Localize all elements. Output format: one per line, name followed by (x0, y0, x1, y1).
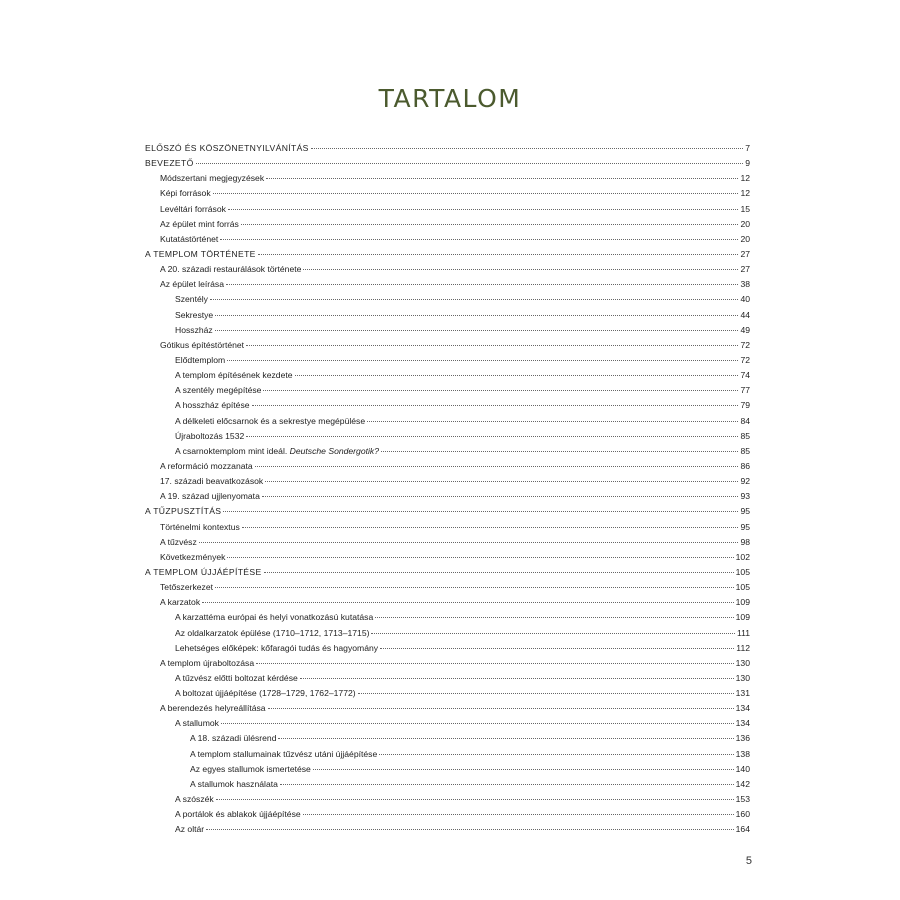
dot-leader (268, 708, 734, 709)
toc-entry (145, 565, 750, 580)
toc-entry-title: A templom építésének kezdete (175, 370, 293, 381)
toc-entry-title: A karzatok (160, 597, 201, 608)
toc-entry-title: Az oltár (175, 824, 205, 835)
toc-entry (145, 292, 750, 307)
dot-leader (216, 799, 734, 800)
toc-entry-page: 38 (740, 279, 750, 290)
dot-leader (381, 451, 738, 452)
toc-entry (145, 277, 750, 292)
dot-leader (280, 784, 734, 785)
dot-leader (246, 436, 738, 437)
dot-leader (258, 254, 739, 255)
toc-entry-title: Következmények (160, 551, 226, 562)
toc-entry-title: 17. századi beavatkozások (160, 476, 264, 487)
dot-leader (256, 663, 734, 664)
page-number: 5 (745, 855, 752, 867)
toc-entry (145, 822, 750, 837)
dot-leader (262, 496, 739, 497)
dot-leader (379, 754, 733, 755)
dot-leader (215, 315, 738, 316)
toc-entry-title: Az egyes stallumok ismertetése (190, 763, 311, 774)
toc-entry-page: 134 (735, 718, 750, 729)
toc-entry-page: 95 (740, 521, 750, 532)
dot-leader (242, 527, 739, 528)
dot-leader (263, 390, 738, 391)
toc-entry-page: 130 (735, 672, 750, 683)
toc-entry-page: 112 (736, 642, 750, 653)
toc-entry (145, 504, 750, 519)
toc-entry (145, 701, 750, 716)
toc-entry (145, 429, 750, 444)
toc-entry (145, 762, 750, 777)
toc-entry-title: Sekrestye (175, 309, 214, 320)
toc-entry-page: 164 (735, 824, 750, 835)
toc-entry (145, 353, 750, 368)
dot-leader (210, 299, 738, 300)
toc-entry-page: 111 (736, 627, 750, 638)
toc-entry (145, 656, 750, 671)
toc-entry (145, 398, 750, 413)
dot-leader (227, 557, 733, 558)
toc-entry-title: A csarnoktemplom mint ideál. Deutsche Sondergotik? (175, 445, 379, 456)
dot-leader (375, 617, 733, 618)
toc-entry-page: 93 (740, 491, 750, 502)
toc-entry-title: A stallumok használata (190, 778, 278, 789)
toc-entry-page: 153 (735, 794, 750, 805)
dot-leader (255, 466, 739, 467)
toc-entry-page: 84 (740, 415, 750, 426)
toc-entry (145, 580, 750, 595)
toc-entry-page: 72 (740, 354, 750, 365)
toc-entry-title: A TEMPLOM ÚJJÁÉPÍTÉSE (145, 566, 262, 577)
toc-entry-page: 12 (740, 173, 750, 184)
toc-entry-title: Hosszház (175, 324, 213, 335)
toc-entry (145, 520, 750, 535)
toc-entry (145, 141, 750, 156)
dot-leader (220, 239, 738, 240)
toc-entry-title: A stallumok (175, 718, 219, 729)
toc-entry (145, 171, 750, 186)
dot-leader (227, 360, 738, 361)
toc-entry-title: A 20. századi restaurálások története (160, 264, 302, 275)
toc-entry-page: 27 (740, 248, 750, 259)
toc-entry-page: 79 (740, 400, 750, 411)
toc-entry-title: A tűzvész előtti boltozat kérdése (175, 672, 298, 683)
toc-entry-page: 134 (735, 703, 750, 714)
dot-leader (303, 269, 738, 270)
toc-entry-title: A délkeleti előcsarnok és a sekrestye megépülése (175, 415, 366, 426)
toc-entry-title: A szószék (175, 794, 214, 805)
toc-entry-title: BEVEZETŐ (145, 158, 194, 169)
dot-leader (295, 375, 739, 376)
toc-entry (145, 308, 750, 323)
toc-entry-page: 142 (735, 778, 750, 789)
dot-leader (311, 148, 743, 149)
toc-entry-page: 20 (740, 218, 750, 229)
toc-entry (145, 777, 750, 792)
toc-entry (145, 489, 750, 504)
dot-leader (206, 829, 734, 830)
toc-entry-page: 105 (735, 566, 750, 577)
toc-entry (145, 671, 750, 686)
dot-leader (313, 769, 734, 770)
toc-entry-title: A reformáció mozzanata (160, 460, 253, 471)
toc-entry (145, 610, 750, 625)
toc-entry-title: A 18. századi ülésrend (190, 733, 277, 744)
toc-entry (145, 247, 750, 262)
toc-entry-title: A templom stallumainak tűzvész utáni újjáépítése (190, 748, 378, 759)
page-title: TARTALOM (378, 84, 522, 113)
toc-entry (145, 262, 750, 277)
toc-entry (145, 338, 750, 353)
toc-entry-title: Lehetséges előképek: kőfaragói tudás és hagyomány (175, 642, 379, 653)
toc-entry-page: 9 (745, 158, 750, 169)
dot-leader (199, 542, 739, 543)
toc-entry-page: 44 (740, 309, 750, 320)
toc-entry-page: 40 (740, 294, 750, 305)
toc-entry-page: 86 (740, 460, 750, 471)
dot-leader (213, 193, 739, 194)
toc-entry-page: 85 (740, 445, 750, 456)
toc-entry-page: 131 (735, 688, 750, 699)
toc-entry-title: A berendezés helyreállítása (160, 703, 266, 714)
toc-entry-title: Az épület mint forrás (160, 218, 239, 229)
toc-entry-title: Történelmi kontextus (160, 521, 240, 532)
toc-entry-title: Újraboltozás 1532 (175, 430, 245, 441)
toc-entry (145, 731, 750, 746)
toc-entry (145, 383, 750, 398)
dot-leader (300, 678, 734, 679)
toc-entry-title: A TŰZPUSZTÍTÁS (145, 506, 222, 517)
toc-entry (145, 535, 750, 550)
dot-leader (380, 648, 734, 649)
dot-leader (303, 814, 734, 815)
toc-entry-page: 12 (740, 188, 750, 199)
dot-leader (266, 178, 738, 179)
toc-entry-page: 98 (740, 536, 750, 547)
toc-entry-page: 27 (740, 264, 750, 275)
toc-entry-page: 85 (740, 430, 750, 441)
toc-entry (145, 626, 750, 641)
toc-entry-title: A 19. század ujjlenyomata (160, 491, 260, 502)
toc-entry-page: 72 (740, 339, 750, 350)
dot-leader (265, 481, 738, 482)
toc-entry-title: Módszertani megjegyzések (160, 173, 265, 184)
dot-leader (252, 405, 739, 406)
toc-entry (145, 459, 750, 474)
toc-entry-page: 136 (735, 733, 750, 744)
toc-entry-title: A TEMPLOM TÖRTÉNETE (145, 248, 256, 259)
toc-entry (145, 414, 750, 429)
toc-entry (145, 474, 750, 489)
toc-entry (145, 807, 750, 822)
toc-entry-page: 95 (740, 506, 750, 517)
toc-entry-title: A hosszház építése (175, 400, 250, 411)
toc-entry (145, 186, 750, 201)
toc-entry-title: A karzattéma európai és helyi vonatkozású kutatása (175, 612, 374, 623)
toc-entry-page: 130 (735, 657, 750, 668)
toc-entry-page: 105 (735, 582, 750, 593)
toc-entry-title: A szentély megépítése (175, 385, 262, 396)
toc-entry (145, 716, 750, 731)
toc-entry (145, 202, 750, 217)
toc-entry-title: Az épület leírása (160, 279, 225, 290)
toc-entry-page: 7 (745, 143, 750, 153)
toc-entry-page: 102 (735, 551, 750, 562)
toc-entry-title: Gótikus építéstörténet (160, 339, 245, 350)
toc-entry-page: 140 (735, 763, 750, 774)
dot-leader (223, 511, 738, 512)
dot-leader (358, 693, 734, 694)
toc-entry (145, 232, 750, 247)
toc-entry-page: 109 (735, 597, 750, 608)
dot-leader (241, 224, 739, 225)
dot-leader (221, 723, 734, 724)
toc-entry-title: Elődtemplom (175, 354, 226, 365)
toc-entry-title: A boltozat újjáépítése (1728–1729, 1762–1772) (175, 688, 356, 699)
dot-leader (246, 345, 738, 346)
dot-leader (215, 330, 739, 331)
toc-entry (145, 641, 750, 656)
toc-entry-page: 109 (735, 612, 750, 623)
dot-leader (367, 421, 738, 422)
toc-entry (145, 792, 750, 807)
toc-entry (145, 368, 750, 383)
toc-entry-title: Kutatástörténet (160, 233, 219, 244)
toc-entry-title-italic: Deutsche Sondergotik? (289, 445, 379, 456)
toc-entry-title: Levéltári források (160, 203, 226, 214)
toc-entry (145, 595, 750, 610)
toc-entry-page: 15 (740, 203, 750, 214)
toc-entry-title: Képi források (160, 188, 211, 199)
toc-entry (145, 747, 750, 762)
toc-entry-page: 74 (740, 370, 750, 381)
table-of-contents (145, 141, 750, 837)
toc-entry (145, 444, 750, 459)
dot-leader (264, 572, 734, 573)
toc-entry-title: ELŐSZÓ ÉS KÖSZÖNETNYILVÁNÍTÁS (145, 143, 309, 153)
toc-entry-title: A portálok és ablakok újjáépítése (175, 809, 301, 820)
toc-entry-title: Az oldalkarzatok épülése (1710–1712, 1713–1715) (175, 627, 370, 638)
toc-entry-page: 77 (740, 385, 750, 396)
toc-entry (145, 550, 750, 565)
toc-entry-page: 138 (735, 748, 750, 759)
dot-leader (226, 284, 738, 285)
toc-entry-title: Szentély (175, 294, 208, 305)
toc-entry (145, 217, 750, 232)
toc-entry-page: 160 (735, 809, 750, 820)
toc-entry-title: A templom újraboltozása (160, 657, 255, 668)
toc-entry (145, 156, 750, 171)
toc-entry-page: 92 (740, 476, 750, 487)
toc-entry (145, 323, 750, 338)
dot-leader (215, 587, 734, 588)
dot-leader (278, 738, 733, 739)
toc-entry-page: 20 (740, 233, 750, 244)
toc-entry-title: A tűzvész (160, 536, 197, 547)
dot-leader (202, 602, 734, 603)
dot-leader (371, 633, 734, 634)
toc-entry-page: 49 (740, 324, 750, 335)
toc-entry (145, 686, 750, 701)
toc-entry-title: Tetőszerkezet (160, 582, 214, 593)
dot-leader (228, 209, 739, 210)
dot-leader (196, 163, 744, 164)
